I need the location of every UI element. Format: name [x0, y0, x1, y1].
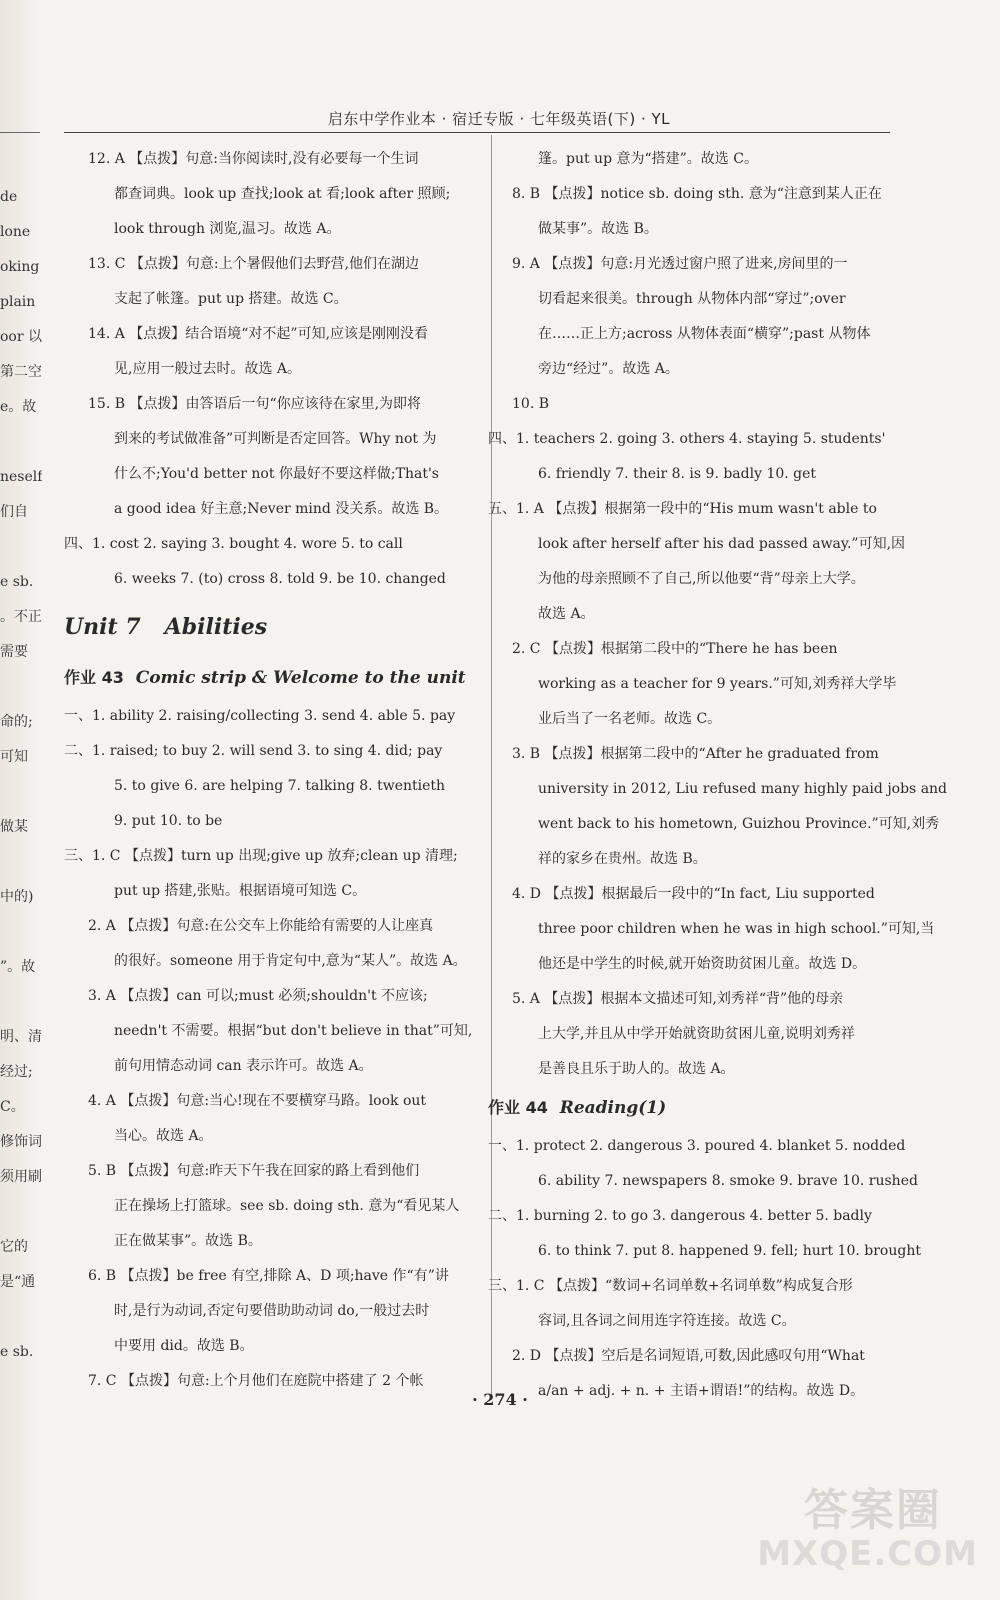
answer-line: put up 搭建,张贴。根据语境可知选 C。 [114, 883, 367, 899]
answer-line: 容词,且各词之间用连字符连接。故选 C。 [538, 1313, 796, 1329]
answer-line: 15. B 【点拨】由答语后一句“你应该待在家里,为即将 [88, 396, 422, 412]
bleed-fragment [0, 845, 42, 880]
watermark-cn: 答案圈 [804, 1485, 942, 1536]
answer-line: 支起了帐篷。put up 搭建。故选 C。 [114, 291, 348, 307]
unit-number: Unit 7 [64, 614, 141, 640]
bleed-fragment: ”。故 [0, 959, 36, 975]
answer-line: 他还是中学生的时候,就开始资助贫困儿童。故选 D。 [538, 956, 867, 972]
answer-line: went back to his hometown, Guizhou Province.”可知,刘秀 [538, 816, 940, 832]
answer-line: 8. B 【点拨】notice sb. doing sth. 意为“注意到某人正在 [512, 186, 882, 202]
bleed-fragment: oor 以 [0, 329, 42, 345]
bleed-fragment: 需要 [0, 644, 28, 660]
bleed-fragment: 可知 [0, 749, 28, 765]
answer-line: 5. A 【点拨】根据本文描述可知,刘秀祥“背”他的母亲 [512, 991, 844, 1007]
answer-line: 9. A 【点拨】句意:月光透过窗户照了进来,房间里的一 [512, 256, 848, 272]
answer-line: 二、1. raised; to buy 2. will send 3. to sing 4. did; pay [64, 743, 443, 759]
facing-page-bleed [0, 180, 42, 1370]
answer-line: 3. A 【点拨】can 可以;must 必须;shouldn't 不应该; [88, 988, 428, 1004]
answer-line: 旁边“经过”。故选 A。 [538, 361, 679, 377]
answer-line: 四、1. cost 2. saying 3. bought 4. wore 5. to call [64, 536, 403, 552]
answer-line: needn't 不需要。根据“but don't believe in that”可知, [114, 1023, 473, 1039]
bleed-fragment: 是“通 [0, 1274, 36, 1290]
bleed-fragment: 修饰词 [0, 1134, 42, 1150]
homework-number: 作业 43 [64, 668, 124, 687]
answer-line: working as a teacher for 9 years.”可知,刘秀祥大学毕 [538, 676, 897, 692]
left-column [64, 142, 473, 1399]
watermark-en: MXQE.COM [757, 1534, 978, 1574]
bleed-fragment: C。 [0, 1099, 25, 1115]
answer-line: 在……正上方;across 从物体表面“横穿”;past 从物体 [538, 326, 871, 342]
answer-line: 5. to give 6. are helping 7. talking 8. twentieth [114, 778, 446, 794]
answer-line: 2. C 【点拨】根据第二段中的“There he has been [512, 641, 838, 657]
answer-line: 切看起来很美。through 从物体内部“穿过”;over [538, 291, 846, 307]
bleed-fragment: 命的; [0, 714, 33, 730]
bleed-fragment: oking [0, 259, 40, 275]
answer-line: 前句用情态动词 can 表示许可。故选 A。 [114, 1058, 373, 1074]
answer-line: 三、1. C 【点拨】turn up 出现;give up 放弃;clean up 清理; [64, 848, 458, 864]
answer-line: 3. B 【点拨】根据第二段中的“After he graduated from [512, 746, 879, 762]
bleed-fragment: 明、清 [0, 1029, 42, 1045]
answer-line: 五、1. A 【点拨】根据第一段中的“His mum wasn't able to [488, 501, 877, 517]
answer-line: 是善良且乐于助人的。故选 A。 [538, 1061, 735, 1077]
bleed-fragment [0, 670, 42, 705]
bleed-fragment: 经过; [0, 1064, 33, 1080]
answer-line: 什么不;You'd better not 你最好不要这样做;That's [114, 466, 439, 482]
answer-line: 2. D 【点拨】空后是名词短语,可数,因此感叹句用“What [512, 1348, 865, 1364]
answer-line: 6. B 【点拨】be free 有空,排除 A、D 项;have 作“有”讲 [88, 1268, 449, 1284]
bleed-fragment: de [0, 189, 18, 205]
answer-line: three poor children when he was in high school.”可知,当 [538, 921, 935, 937]
answer-line: 10. B [512, 396, 550, 412]
answer-line: 4. A 【点拨】句意:当心!现在不要横穿马路。look out [88, 1093, 427, 1109]
answer-line: 7. C 【点拨】句意:上个月他们在庭院中搭建了 2 个帐 [88, 1373, 424, 1389]
answer-line: 故选 A。 [538, 606, 595, 622]
answer-line: 14. A 【点拨】结合语境“对不起”可知,应该是刚刚没看 [88, 326, 429, 342]
header-rule [64, 132, 890, 133]
bleed-fragment [0, 1300, 42, 1335]
answer-line: 为他的母亲照顾不了自己,所以他要“背”母亲上大学。 [538, 571, 865, 587]
answer-line: university in 2012, Liu refused many highly paid jobs and [538, 781, 948, 797]
answer-line: look through 浏览,温习。故选 A。 [114, 221, 341, 237]
answer-line: 6. ability 7. newspapers 8. smoke 9. brave 10. rushed [538, 1173, 918, 1189]
answer-line: 6. weeks 7. (to) cross 8. told 9. be 10. changed [114, 571, 446, 587]
answer-line: 到来的考试做准备”可判断是否定回答。Why not 为 [114, 431, 437, 447]
bleed-fragment: neself [0, 469, 42, 485]
homework-topic: Comic strip & Welcome to the unit [135, 668, 466, 688]
bleed-fragment: 须用刷 [0, 1169, 42, 1185]
bleed-fragment: 它的 [0, 1239, 28, 1255]
bleed-fragment [0, 425, 42, 460]
bleed-fragment [0, 775, 42, 810]
bleed-fragment: plain [0, 294, 36, 310]
running-header: 启东中学作业本 · 宿迁专版 · 七年级英语(下) · YL [327, 110, 670, 128]
answer-line: 二、1. burning 2. to go 3. dangerous 4. better 5. badly [488, 1208, 872, 1224]
answer-line: 做某事”。故选 B。 [538, 221, 658, 237]
bleed-fragment [0, 915, 42, 950]
answer-line: 业后当了一名老师。故选 C。 [538, 711, 722, 727]
answer-line: a/an + adj. + n. + 主语+谓语!”的结构。故选 D。 [538, 1383, 865, 1399]
answer-line: 正在操场上打篮球。see sb. doing sth. 意为“看见某人 [114, 1198, 460, 1214]
bleed-fragment [0, 1195, 42, 1230]
bleed-fragment: 。不正 [0, 609, 42, 625]
answer-line: 12. A 【点拨】句意:当你阅读时,没有必要每一个生词 [88, 151, 419, 167]
answer-line: 6. to think 7. put 8. happened 9. fell; hurt 10. brought [538, 1243, 921, 1259]
bleed-fragment [0, 530, 42, 565]
answer-line: 祥的家乡在贵州。故选 B。 [538, 851, 707, 867]
bleed-fragment: e sb. [0, 1344, 34, 1360]
answer-line: 9. put 10. to be [114, 813, 223, 829]
bleed-fragment: 们自 [0, 504, 28, 520]
bleed-fragment: 第二空 [0, 364, 42, 380]
answer-line: 上大学,并且从中学开始就资助贫困儿童,说明刘秀祥 [538, 1026, 855, 1042]
unit-name: Abilities [164, 614, 268, 640]
answer-line: 2. A 【点拨】句意:在公交车上你能给有需要的人让座真 [88, 918, 434, 934]
answer-line: 时,是行为动词,否定句要借助助动词 do,一般过去时 [114, 1303, 430, 1319]
answer-line: 三、1. C 【点拨】“数词+名词单数+名词单数”构成复合形 [488, 1278, 853, 1294]
answer-line: 6. friendly 7. their 8. is 9. badly 10. get [538, 466, 817, 482]
answer-line: 正在做某事”。故选 B。 [114, 1233, 262, 1249]
answer-line: 5. B 【点拨】句意:昨天下午我在回家的路上看到他们 [88, 1163, 420, 1179]
homework-title [64, 657, 468, 699]
answer-line: 中要用 did。故选 B。 [114, 1338, 254, 1354]
answer-line: 4. D 【点拨】根据最后一段中的“In fact, Liu supported [512, 886, 875, 902]
bleed-fragment [0, 985, 42, 1020]
bleed-fragment: lone [0, 224, 31, 240]
answer-line: 一、1. ability 2. raising/collecting 3. send 4. able 5. pay [64, 708, 456, 724]
answer-line: 篷。put up 意为“搭建”。故选 C。 [538, 151, 758, 167]
homework-title [488, 1087, 897, 1129]
answer-line: 一、1. protect 2. dangerous 3. poured 4. blanket 5. nodded [488, 1138, 906, 1154]
bleed-fragment: 做某 [0, 819, 28, 835]
answer-line: 见,应用一般过去时。故选 A。 [114, 361, 302, 377]
answer-line: 的很好。someone 用于肯定句中,意为“某人”。故选 A。 [114, 953, 467, 969]
unit-title [64, 597, 468, 657]
facing-header-rule [0, 132, 40, 133]
bleed-fragment: e sb. [0, 574, 34, 590]
homework-topic: Reading(1) [559, 1098, 667, 1118]
homework-number: 作业 44 [488, 1098, 548, 1117]
answer-line: 13. C 【点拨】句意:上个暑假他们去野营,他们在湖边 [88, 256, 420, 272]
page-number: · 274 · [472, 1390, 528, 1409]
answer-line: a good idea 好主意;Never mind 没关系。故选 B。 [114, 501, 449, 517]
answer-line: 四、1. teachers 2. going 3. others 4. staying 5. students' [488, 431, 886, 447]
answer-line: 当心。故选 A。 [114, 1128, 213, 1144]
watermark-logo [732, 1474, 982, 1584]
bleed-fragment: 中的) [0, 889, 34, 905]
bleed-fragment: e。故 [0, 399, 37, 415]
answer-line: look after herself after his dad passed away.”可知,因 [538, 536, 906, 552]
answer-line: 都查词典。look up 查找;look at 看;look after 照顾; [114, 186, 451, 202]
